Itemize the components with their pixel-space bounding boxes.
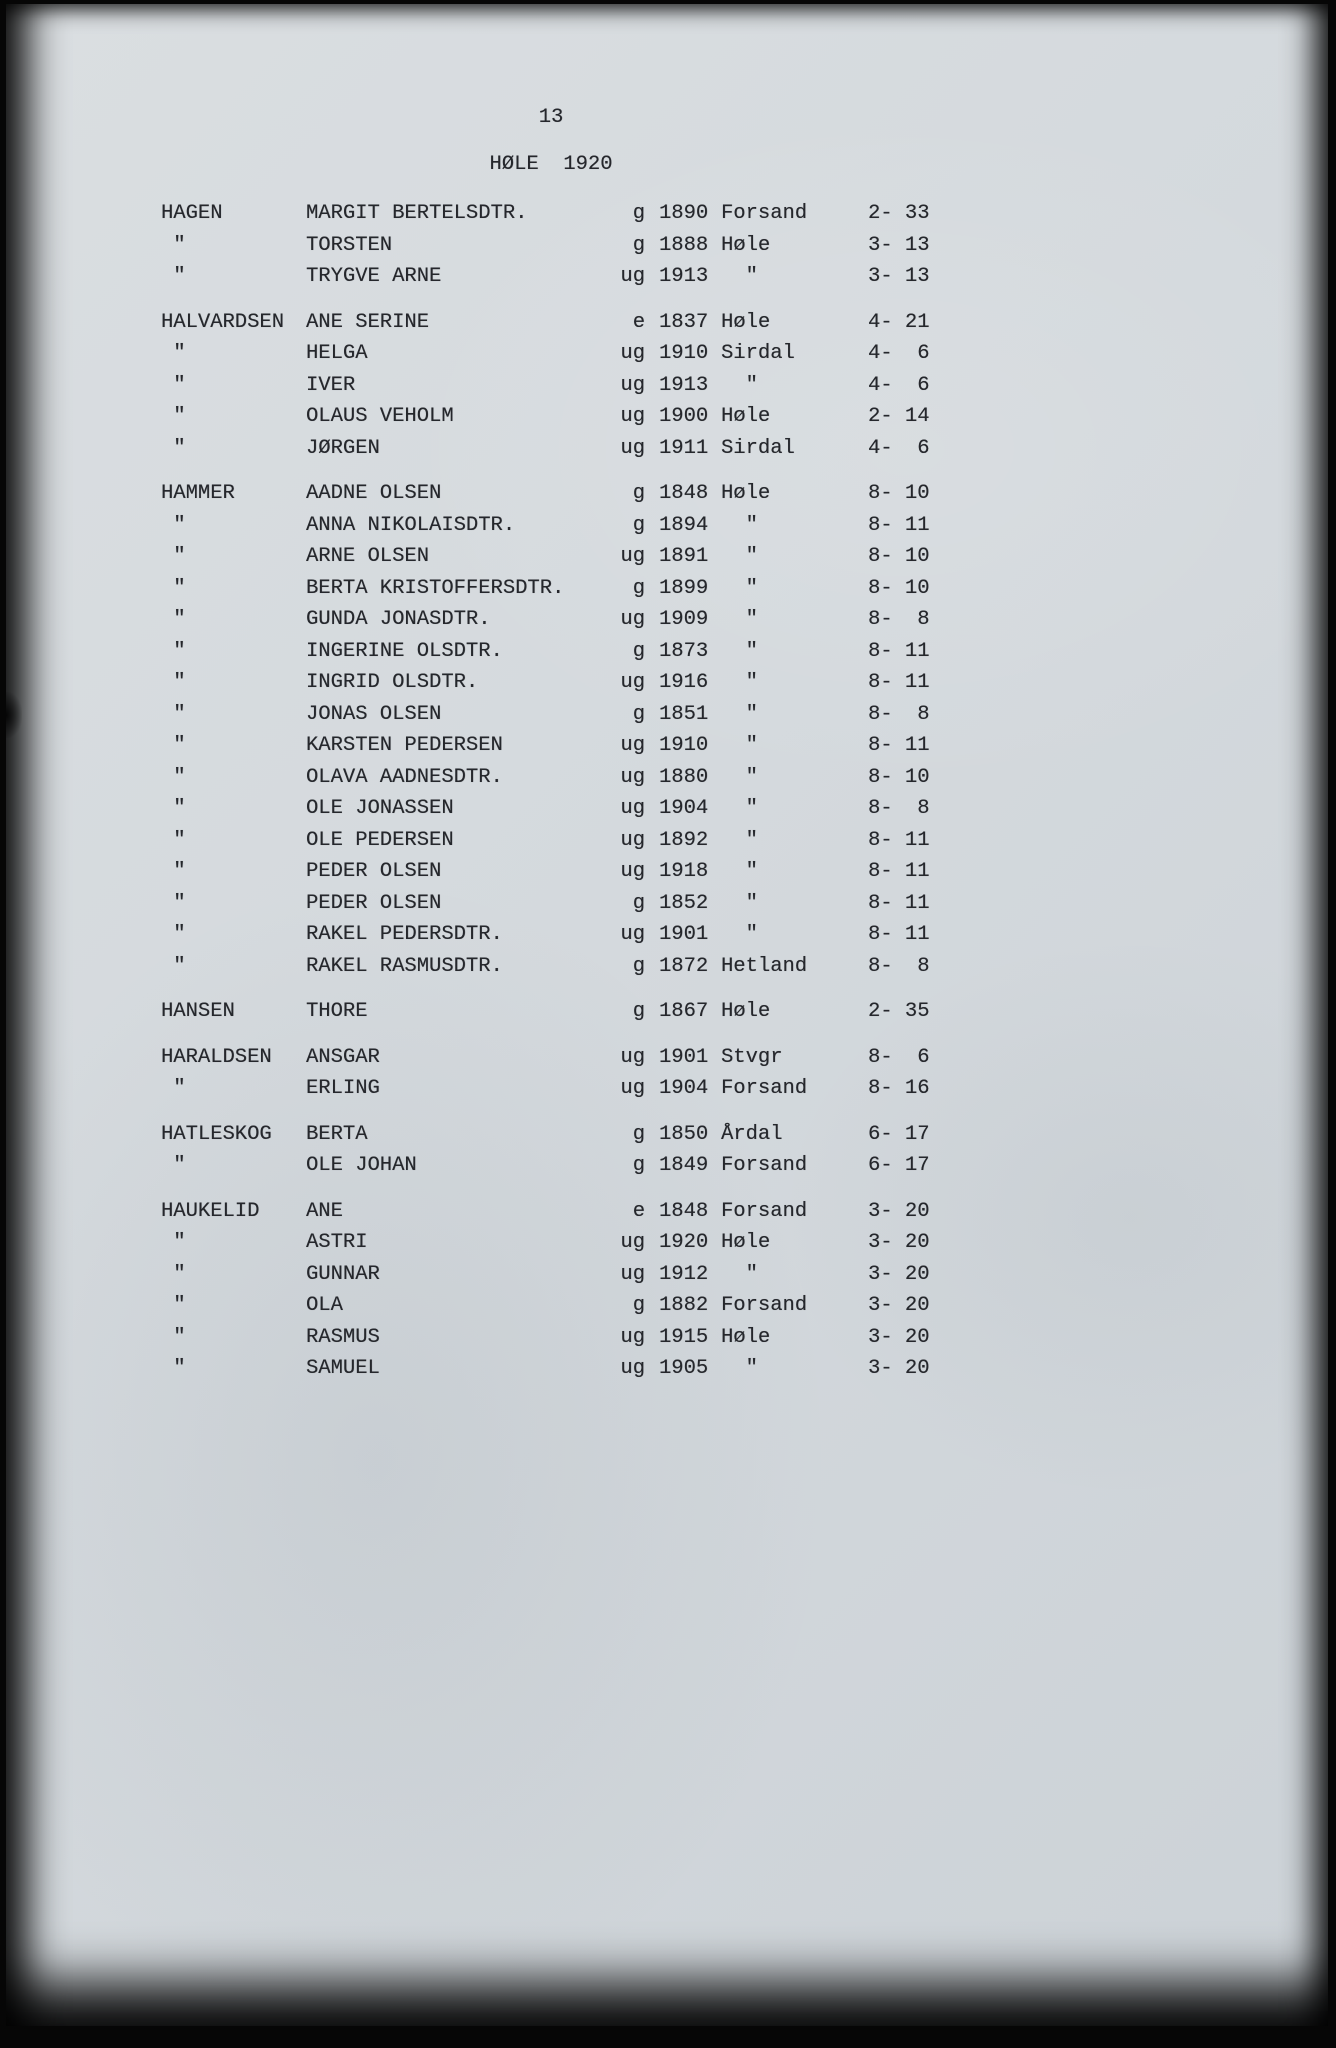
- status-cell: ug: [620, 342, 645, 365]
- birth-year-cell: 1910: [659, 734, 709, 757]
- table-row: [161, 267, 961, 299]
- birthplace-cell: ": [721, 702, 758, 726]
- surname-cell: ": [161, 373, 186, 397]
- birthplace-cell: ": [721, 1357, 758, 1380]
- table-row: [161, 799, 961, 831]
- surname-cell: ": [161, 734, 186, 757]
- birth-year-cell: 1867: [659, 1000, 709, 1023]
- status-cell: ug: [620, 1045, 645, 1069]
- surname-cell: ": [161, 860, 186, 883]
- table-row: [161, 1122, 961, 1157]
- birthplace-cell: ": [721, 734, 758, 757]
- birthplace-cell: Forsand: [721, 1199, 808, 1223]
- surname-cell: ": [161, 671, 186, 694]
- status-cell: ug: [620, 405, 645, 428]
- birthplace-cell: Høle: [721, 482, 771, 505]
- given-name-cell: RASMUS: [306, 1325, 380, 1349]
- birthplace-cell: ": [721, 608, 758, 631]
- given-name-cell: ANE: [306, 1199, 343, 1223]
- table-row: [161, 702, 961, 737]
- reference-cell: 8- 10: [868, 545, 930, 568]
- birth-year-cell: 1852: [659, 891, 709, 915]
- birthplace-cell: ": [721, 545, 758, 568]
- given-name-cell: INGERINE OLSDTR.: [306, 639, 503, 663]
- status-cell: ug: [620, 797, 645, 820]
- surname-cell: ": [161, 608, 186, 631]
- status-cell: g: [632, 233, 645, 257]
- given-name-cell: OLAUS VEHOLM: [306, 405, 454, 428]
- birth-year-cell: 1848: [659, 482, 709, 505]
- given-name-cell: MARGIT BERTELSDTR.: [306, 202, 528, 225]
- given-name-cell: ANNA NIKOLAISDTR.: [306, 513, 516, 537]
- given-name-cell: SAMUEL: [306, 1357, 380, 1380]
- birthplace-cell: Årdal: [721, 1122, 783, 1146]
- birthplace-cell: ": [721, 513, 758, 537]
- reference-cell: 3- 20: [868, 1262, 930, 1286]
- reference-cell: 3- 20: [868, 1325, 930, 1349]
- table-row: [161, 547, 961, 579]
- given-name-cell: GUNNAR: [306, 1262, 380, 1286]
- table-row: [161, 436, 961, 471]
- family-group: [161, 204, 961, 299]
- birthplace-cell: Høle: [721, 1325, 771, 1349]
- reference-cell: 2- 35: [868, 1000, 930, 1023]
- given-name-cell: BERTA: [306, 1122, 368, 1146]
- given-name-cell: PEDER OLSEN: [306, 891, 442, 915]
- status-cell: ug: [620, 373, 645, 397]
- family-group: [161, 1122, 961, 1188]
- birth-year-cell: 1910: [659, 342, 709, 365]
- birthplace-cell: Forsand: [721, 1077, 808, 1100]
- birth-year-cell: 1913: [659, 265, 709, 288]
- reference-cell: 8- 10: [868, 482, 930, 505]
- census-table: [161, 204, 961, 1405]
- surname-cell: ": [161, 828, 186, 852]
- given-name-cell: OLE PEDERSEN: [306, 828, 454, 852]
- surname-cell: ": [161, 954, 186, 978]
- surname-cell: ": [161, 702, 186, 726]
- birthplace-cell: ": [721, 671, 758, 694]
- surname-cell: HARALDSEN: [161, 1045, 272, 1069]
- birth-year-cell: 1918: [659, 860, 709, 883]
- status-cell: ug: [620, 1231, 645, 1254]
- table-row: [161, 513, 961, 548]
- reference-cell: 8- 6: [868, 1045, 930, 1069]
- reference-cell: 8- 11: [868, 860, 930, 883]
- status-cell: ug: [620, 436, 645, 460]
- surname-cell: ": [161, 265, 186, 288]
- table-row: [161, 1002, 961, 1034]
- status-cell: g: [632, 576, 645, 600]
- birthplace-cell: Høle: [721, 310, 771, 334]
- table-row: [161, 344, 961, 376]
- given-name-cell: RAKEL PEDERSDTR.: [306, 923, 503, 946]
- birth-year-cell: 1905: [659, 1357, 709, 1380]
- status-cell: ug: [620, 608, 645, 631]
- status-cell: g: [632, 1122, 645, 1146]
- surname-cell: ": [161, 1357, 186, 1380]
- reference-cell: 3- 20: [868, 1231, 930, 1254]
- birth-year-cell: 1900: [659, 405, 709, 428]
- status-cell: e: [632, 1199, 645, 1223]
- table-row: [161, 407, 961, 439]
- birthplace-cell: Sirdal: [721, 436, 795, 460]
- reference-cell: 4- 6: [868, 373, 930, 397]
- birthplace-cell: ": [721, 891, 758, 915]
- given-name-cell: OLA: [306, 1294, 343, 1317]
- birthplace-cell: ": [721, 1262, 758, 1286]
- reference-cell: 8- 11: [868, 734, 930, 757]
- birth-year-cell: 1892: [659, 828, 709, 852]
- birthplace-cell: ": [721, 923, 758, 946]
- birthplace-cell: Høle: [721, 1000, 771, 1023]
- reference-cell: 8- 8: [868, 608, 930, 631]
- reference-cell: 4- 6: [868, 436, 930, 460]
- reference-cell: 8- 10: [868, 765, 930, 789]
- reference-cell: 3- 20: [868, 1199, 930, 1223]
- birthplace-cell: Forsand: [721, 1294, 808, 1317]
- reference-cell: 8- 8: [868, 702, 930, 726]
- birthplace-cell: ": [721, 765, 758, 789]
- status-cell: ug: [620, 1077, 645, 1100]
- status-cell: ug: [620, 923, 645, 946]
- page-number: 13: [538, 106, 564, 129]
- surname-cell: ": [161, 1262, 186, 1286]
- surname-cell: ": [161, 923, 186, 946]
- table-row: [161, 1045, 961, 1080]
- status-cell: g: [632, 202, 645, 225]
- birthplace-cell: Hetland: [721, 954, 808, 978]
- reference-cell: 6- 17: [868, 1154, 930, 1177]
- birthplace-cell: Forsand: [721, 1154, 808, 1177]
- given-name-cell: THORE: [306, 1000, 368, 1023]
- birthplace-cell: ": [721, 373, 758, 397]
- status-cell: g: [632, 513, 645, 537]
- given-name-cell: OLE JOHAN: [306, 1154, 417, 1177]
- surname-cell: ": [161, 639, 186, 663]
- surname-cell: ": [161, 1231, 186, 1254]
- birth-year-cell: 1920: [659, 1231, 709, 1254]
- table-row: [161, 1359, 961, 1391]
- table-row: [161, 891, 961, 926]
- reference-cell: 8- 11: [868, 513, 930, 537]
- surname-cell: ": [161, 513, 186, 537]
- given-name-cell: INGRID OLSDTR.: [306, 671, 479, 694]
- status-cell: ug: [620, 545, 645, 568]
- birth-year-cell: 1880: [659, 765, 709, 789]
- birthplace-cell: ": [721, 576, 758, 600]
- surname-cell: ": [161, 797, 186, 820]
- family-group: [161, 1199, 961, 1391]
- status-cell: e: [632, 310, 645, 334]
- status-cell: g: [632, 954, 645, 978]
- birthplace-cell: ": [721, 860, 758, 883]
- birth-year-cell: 1916: [659, 671, 709, 694]
- reference-cell: 2- 33: [868, 202, 930, 225]
- given-name-cell: TORSTEN: [306, 233, 393, 257]
- given-name-cell: ASTRI: [306, 1231, 368, 1254]
- reference-cell: 8- 8: [868, 954, 930, 978]
- birthplace-cell: ": [721, 265, 758, 288]
- reference-cell: 8- 11: [868, 828, 930, 852]
- birth-year-cell: 1837: [659, 310, 709, 334]
- birth-year-cell: 1888: [659, 233, 709, 257]
- surname-cell: HAGEN: [161, 202, 223, 225]
- status-cell: ug: [620, 1357, 645, 1380]
- surname-cell: HANSEN: [161, 1000, 235, 1023]
- table-row: [161, 610, 961, 642]
- table-row: [161, 1296, 961, 1328]
- table-row: [161, 954, 961, 989]
- reference-cell: 8- 11: [868, 639, 930, 663]
- table-row: [161, 673, 961, 705]
- reference-cell: 8- 10: [868, 576, 930, 600]
- status-cell: ug: [620, 671, 645, 694]
- table-row: [161, 1079, 961, 1111]
- birth-year-cell: 1851: [659, 702, 709, 726]
- table-row: [161, 373, 961, 408]
- table-row: [161, 862, 961, 894]
- birth-year-cell: 1911: [659, 436, 709, 460]
- given-name-cell: IVER: [306, 373, 356, 397]
- family-group: [161, 1002, 961, 1034]
- reference-cell: 3- 13: [868, 233, 930, 257]
- given-name-cell: HELGA: [306, 342, 368, 365]
- status-cell: ug: [620, 860, 645, 883]
- birth-year-cell: 1849: [659, 1154, 709, 1177]
- reference-cell: 4- 21: [868, 310, 930, 334]
- birth-year-cell: 1891: [659, 545, 709, 568]
- birth-year-cell: 1850: [659, 1122, 709, 1146]
- reference-cell: 3- 13: [868, 265, 930, 288]
- family-group: [161, 310, 961, 471]
- birth-year-cell: 1899: [659, 576, 709, 600]
- status-cell: ug: [620, 765, 645, 789]
- status-cell: g: [632, 702, 645, 726]
- birthplace-cell: ": [721, 828, 758, 852]
- table-row: [161, 310, 961, 345]
- surname-cell: HAUKELID: [161, 1199, 260, 1223]
- surname-cell: HATLESKOG: [161, 1122, 272, 1146]
- table-row: [161, 925, 961, 957]
- surname-cell: HALVARDSEN: [161, 310, 285, 334]
- table-row: [161, 765, 961, 800]
- page-title: HØLE 1920: [489, 153, 613, 176]
- status-cell: g: [632, 1294, 645, 1317]
- given-name-cell: KARSTEN PEDERSEN: [306, 734, 503, 757]
- reference-cell: 8- 11: [868, 671, 930, 694]
- reference-cell: 8- 16: [868, 1077, 930, 1100]
- table-row: [161, 1156, 961, 1188]
- birthplace-cell: Høle: [721, 405, 771, 428]
- birth-year-cell: 1904: [659, 797, 709, 820]
- birth-year-cell: 1901: [659, 923, 709, 946]
- given-name-cell: PEDER OLSEN: [306, 860, 442, 883]
- status-cell: ug: [620, 734, 645, 757]
- given-name-cell: ERLING: [306, 1077, 380, 1100]
- status-cell: ug: [620, 265, 645, 288]
- given-name-cell: ARNE OLSEN: [306, 545, 430, 568]
- table-row: [161, 639, 961, 674]
- reference-cell: 6- 17: [868, 1122, 930, 1146]
- surname-cell: ": [161, 405, 186, 428]
- table-row: [161, 233, 961, 268]
- birth-year-cell: 1894: [659, 513, 709, 537]
- surname-cell: ": [161, 1077, 186, 1100]
- surname-cell: ": [161, 545, 186, 568]
- table-row: [161, 1262, 961, 1297]
- birthplace-cell: Stvgr: [721, 1045, 783, 1069]
- birth-year-cell: 1913: [659, 373, 709, 397]
- surname-cell: ": [161, 1154, 186, 1177]
- surname-cell: ": [161, 233, 186, 257]
- given-name-cell: BERTA KRISTOFFERSDTR.: [306, 576, 565, 600]
- given-name-cell: TRYGVE ARNE: [306, 265, 442, 288]
- family-group: [161, 484, 961, 988]
- surname-cell: ": [161, 342, 186, 365]
- reference-cell: 8- 8: [868, 797, 930, 820]
- table-row: [161, 828, 961, 863]
- birthplace-cell: Høle: [721, 1231, 771, 1254]
- given-name-cell: ANSGAR: [306, 1045, 380, 1069]
- given-name-cell: AADNE OLSEN: [306, 482, 442, 505]
- reference-cell: 4- 6: [868, 342, 930, 365]
- status-cell: g: [632, 639, 645, 663]
- reference-cell: 8- 11: [868, 891, 930, 915]
- status-cell: ug: [620, 1325, 645, 1349]
- given-name-cell: RAKEL RASMUSDTR.: [306, 954, 503, 978]
- given-name-cell: GUNDA JONASDTR.: [306, 608, 491, 631]
- surname-cell: HAMMER: [161, 482, 235, 505]
- family-group: [161, 1045, 961, 1111]
- table-row: [161, 1233, 961, 1265]
- birth-year-cell: 1912: [659, 1262, 709, 1286]
- birth-year-cell: 1882: [659, 1294, 709, 1317]
- surname-cell: ": [161, 1325, 186, 1349]
- table-row: [161, 1199, 961, 1234]
- reference-cell: 8- 11: [868, 923, 930, 946]
- table-row: [161, 576, 961, 611]
- given-name-cell: OLAVA AADNESDTR.: [306, 765, 503, 789]
- birth-year-cell: 1901: [659, 1045, 709, 1069]
- status-cell: g: [632, 1154, 645, 1177]
- surname-cell: ": [161, 576, 186, 600]
- birth-year-cell: 1909: [659, 608, 709, 631]
- birth-year-cell: 1872: [659, 954, 709, 978]
- birthplace-cell: Forsand: [721, 202, 808, 225]
- scan-artifact: [6, 692, 22, 738]
- status-cell: g: [632, 891, 645, 915]
- status-cell: g: [632, 1000, 645, 1023]
- birth-year-cell: 1904: [659, 1077, 709, 1100]
- table-row: [161, 204, 961, 236]
- status-cell: g: [632, 482, 645, 505]
- birth-year-cell: 1915: [659, 1325, 709, 1349]
- table-row: [161, 1325, 961, 1360]
- reference-cell: 3- 20: [868, 1294, 930, 1317]
- reference-cell: 2- 14: [868, 405, 930, 428]
- surname-cell: ": [161, 436, 186, 460]
- status-cell: ug: [620, 828, 645, 852]
- surname-cell: ": [161, 1294, 186, 1317]
- surname-cell: ": [161, 891, 186, 915]
- birthplace-cell: ": [721, 639, 758, 663]
- given-name-cell: OLE JONASSEN: [306, 797, 454, 820]
- birthplace-cell: ": [721, 797, 758, 820]
- surname-cell: ": [161, 765, 186, 789]
- table-row: [161, 484, 961, 516]
- birth-year-cell: 1873: [659, 639, 709, 663]
- birthplace-cell: Sirdal: [721, 342, 795, 365]
- given-name-cell: JØRGEN: [306, 436, 380, 460]
- paper-sheet: [6, 4, 1328, 2026]
- given-name-cell: ANE SERINE: [306, 310, 430, 334]
- given-name-cell: JONAS OLSEN: [306, 702, 442, 726]
- birth-year-cell: 1890: [659, 202, 709, 225]
- reference-cell: 3- 20: [868, 1357, 930, 1380]
- status-cell: ug: [620, 1262, 645, 1286]
- birthplace-cell: Høle: [721, 233, 771, 257]
- table-row: [161, 736, 961, 768]
- birth-year-cell: 1848: [659, 1199, 709, 1223]
